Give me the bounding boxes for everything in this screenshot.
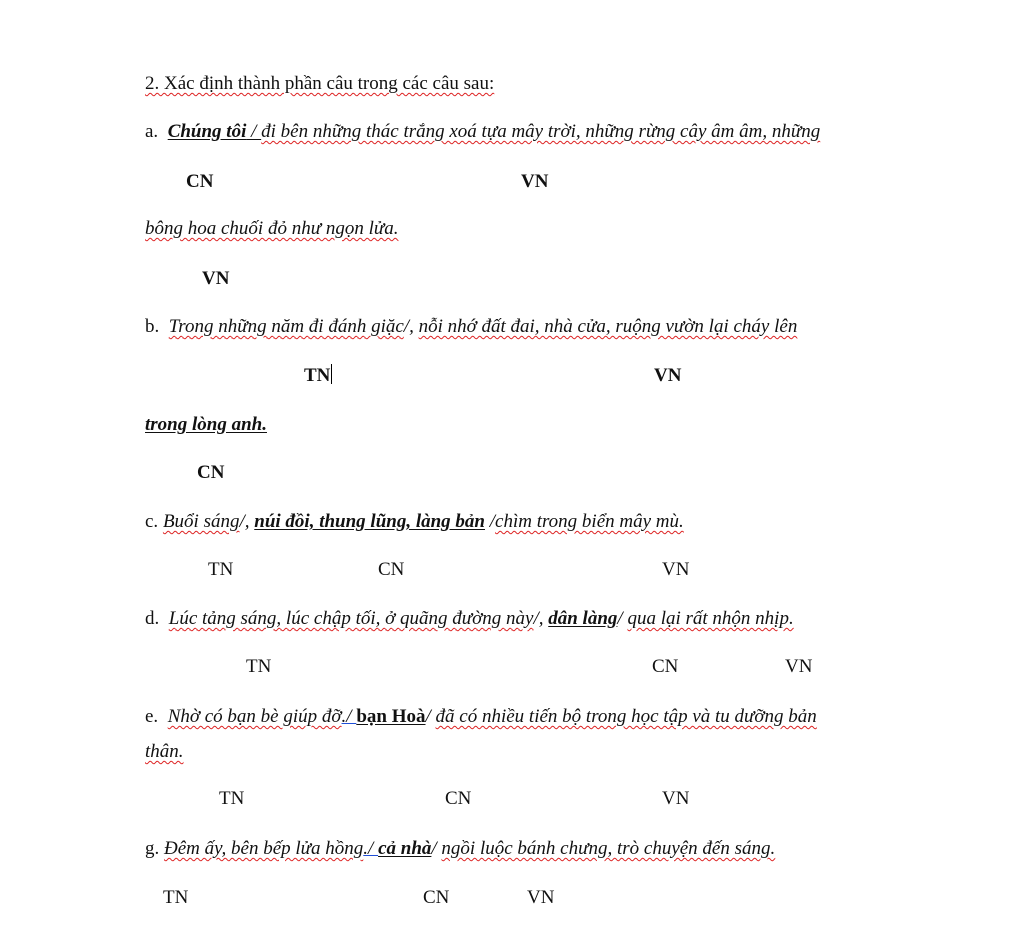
title-text: 2. Xác định thành phần câu trong các câu sau:	[145, 73, 495, 94]
sentence-a-line2	[145, 217, 398, 241]
g-label-cn: CN	[423, 887, 450, 908]
a-label-vn: VN	[521, 171, 549, 192]
b-label-tn-text: TN	[304, 365, 331, 386]
sentence-b-line2	[145, 413, 267, 437]
b-label-vn: VN	[654, 365, 682, 386]
a-label-vn2: VN	[202, 268, 230, 289]
c-adverbial: Buổi sáng	[162, 511, 240, 532]
d-separator-1: /,	[533, 608, 549, 629]
b-label-tn	[304, 364, 332, 388]
e-label-cn: CN	[445, 788, 472, 809]
sentence-d	[145, 607, 794, 631]
c-separator-1: /,	[239, 511, 255, 532]
e-label-vn: VN	[662, 788, 690, 809]
g-adverbial: Đêm ấy, bên bếp lửa hồng	[164, 838, 364, 859]
marker-d: d.	[145, 608, 160, 629]
d-subject: dân làng	[548, 608, 618, 629]
sentence-a-line1	[145, 120, 820, 144]
g-label-vn: VN	[527, 887, 555, 908]
d-separator-2: /	[617, 608, 628, 629]
marker-g: g.	[145, 838, 160, 859]
b-subject: trong lòng anh.	[145, 414, 267, 435]
e-separator-1: ./	[341, 706, 357, 727]
g-predicate: ngồi luộc bánh chưng, trò chuyện đến sáng.	[441, 838, 776, 859]
b-adverbial: Trong những năm đi đánh giặc	[168, 316, 404, 337]
g-label-tn: TN	[163, 887, 189, 908]
e-subject: bạn Hoà	[356, 706, 426, 727]
a-subject: Chúng tôi	[167, 121, 247, 142]
e-predicate-cont: thân.	[145, 741, 184, 762]
marker-a: a.	[145, 121, 159, 142]
g-separator-2: /	[431, 838, 442, 859]
marker-e: e.	[145, 706, 159, 727]
c-label-vn: VN	[662, 559, 690, 580]
d-label-vn: VN	[785, 656, 813, 677]
e-separator-2: /	[425, 706, 436, 727]
sentence-e-line1	[145, 705, 817, 729]
d-label-cn: CN	[652, 656, 679, 677]
sentence-c	[145, 510, 684, 534]
b-separator: /,	[403, 316, 419, 337]
c-label-cn: CN	[378, 559, 405, 580]
a-label-cn: CN	[186, 171, 214, 192]
a-predicate: đi bên những thác trắng xoá tựa mây trời, những rừng cây âm âm, những	[261, 121, 821, 142]
g-separator-1: ./	[363, 838, 379, 859]
e-adverbial: Nhờ có bạn bè giúp đỡ	[167, 706, 342, 727]
sentence-b-line1	[145, 315, 797, 339]
text-cursor	[331, 364, 332, 384]
a-separator: /	[246, 121, 262, 142]
d-adverbial: Lúc tảng sáng, lúc chập tối, ở quãng đường này	[168, 608, 534, 629]
marker-c: c.	[145, 511, 159, 532]
a-predicate-cont: bông hoa chuối đỏ như ngọn lửa.	[145, 218, 399, 239]
c-separator-2: /	[485, 511, 496, 532]
sentence-e-line2	[145, 740, 184, 764]
c-label-tn: TN	[208, 559, 234, 580]
c-predicate: chìm trong biển mây mù.	[495, 511, 684, 532]
d-predicate: qua lại rất nhộn nhịp.	[627, 608, 794, 629]
sentence-g	[145, 837, 775, 861]
d-label-tn: TN	[246, 656, 272, 677]
marker-b: b.	[145, 316, 160, 337]
e-label-tn: TN	[219, 788, 245, 809]
exercise-title	[145, 72, 494, 96]
c-subject: núi đồi, thung lũng, làng bản	[254, 511, 485, 532]
e-predicate: đã có nhiều tiến bộ trong học tập và tu dưỡng bản	[435, 706, 817, 727]
b-predicate: nỗi nhớ đất đai, nhà cửa, ruộng vườn lại cháy lên	[418, 316, 798, 337]
b-label-cn: CN	[197, 462, 225, 483]
g-subject: cả nhà	[378, 838, 432, 859]
